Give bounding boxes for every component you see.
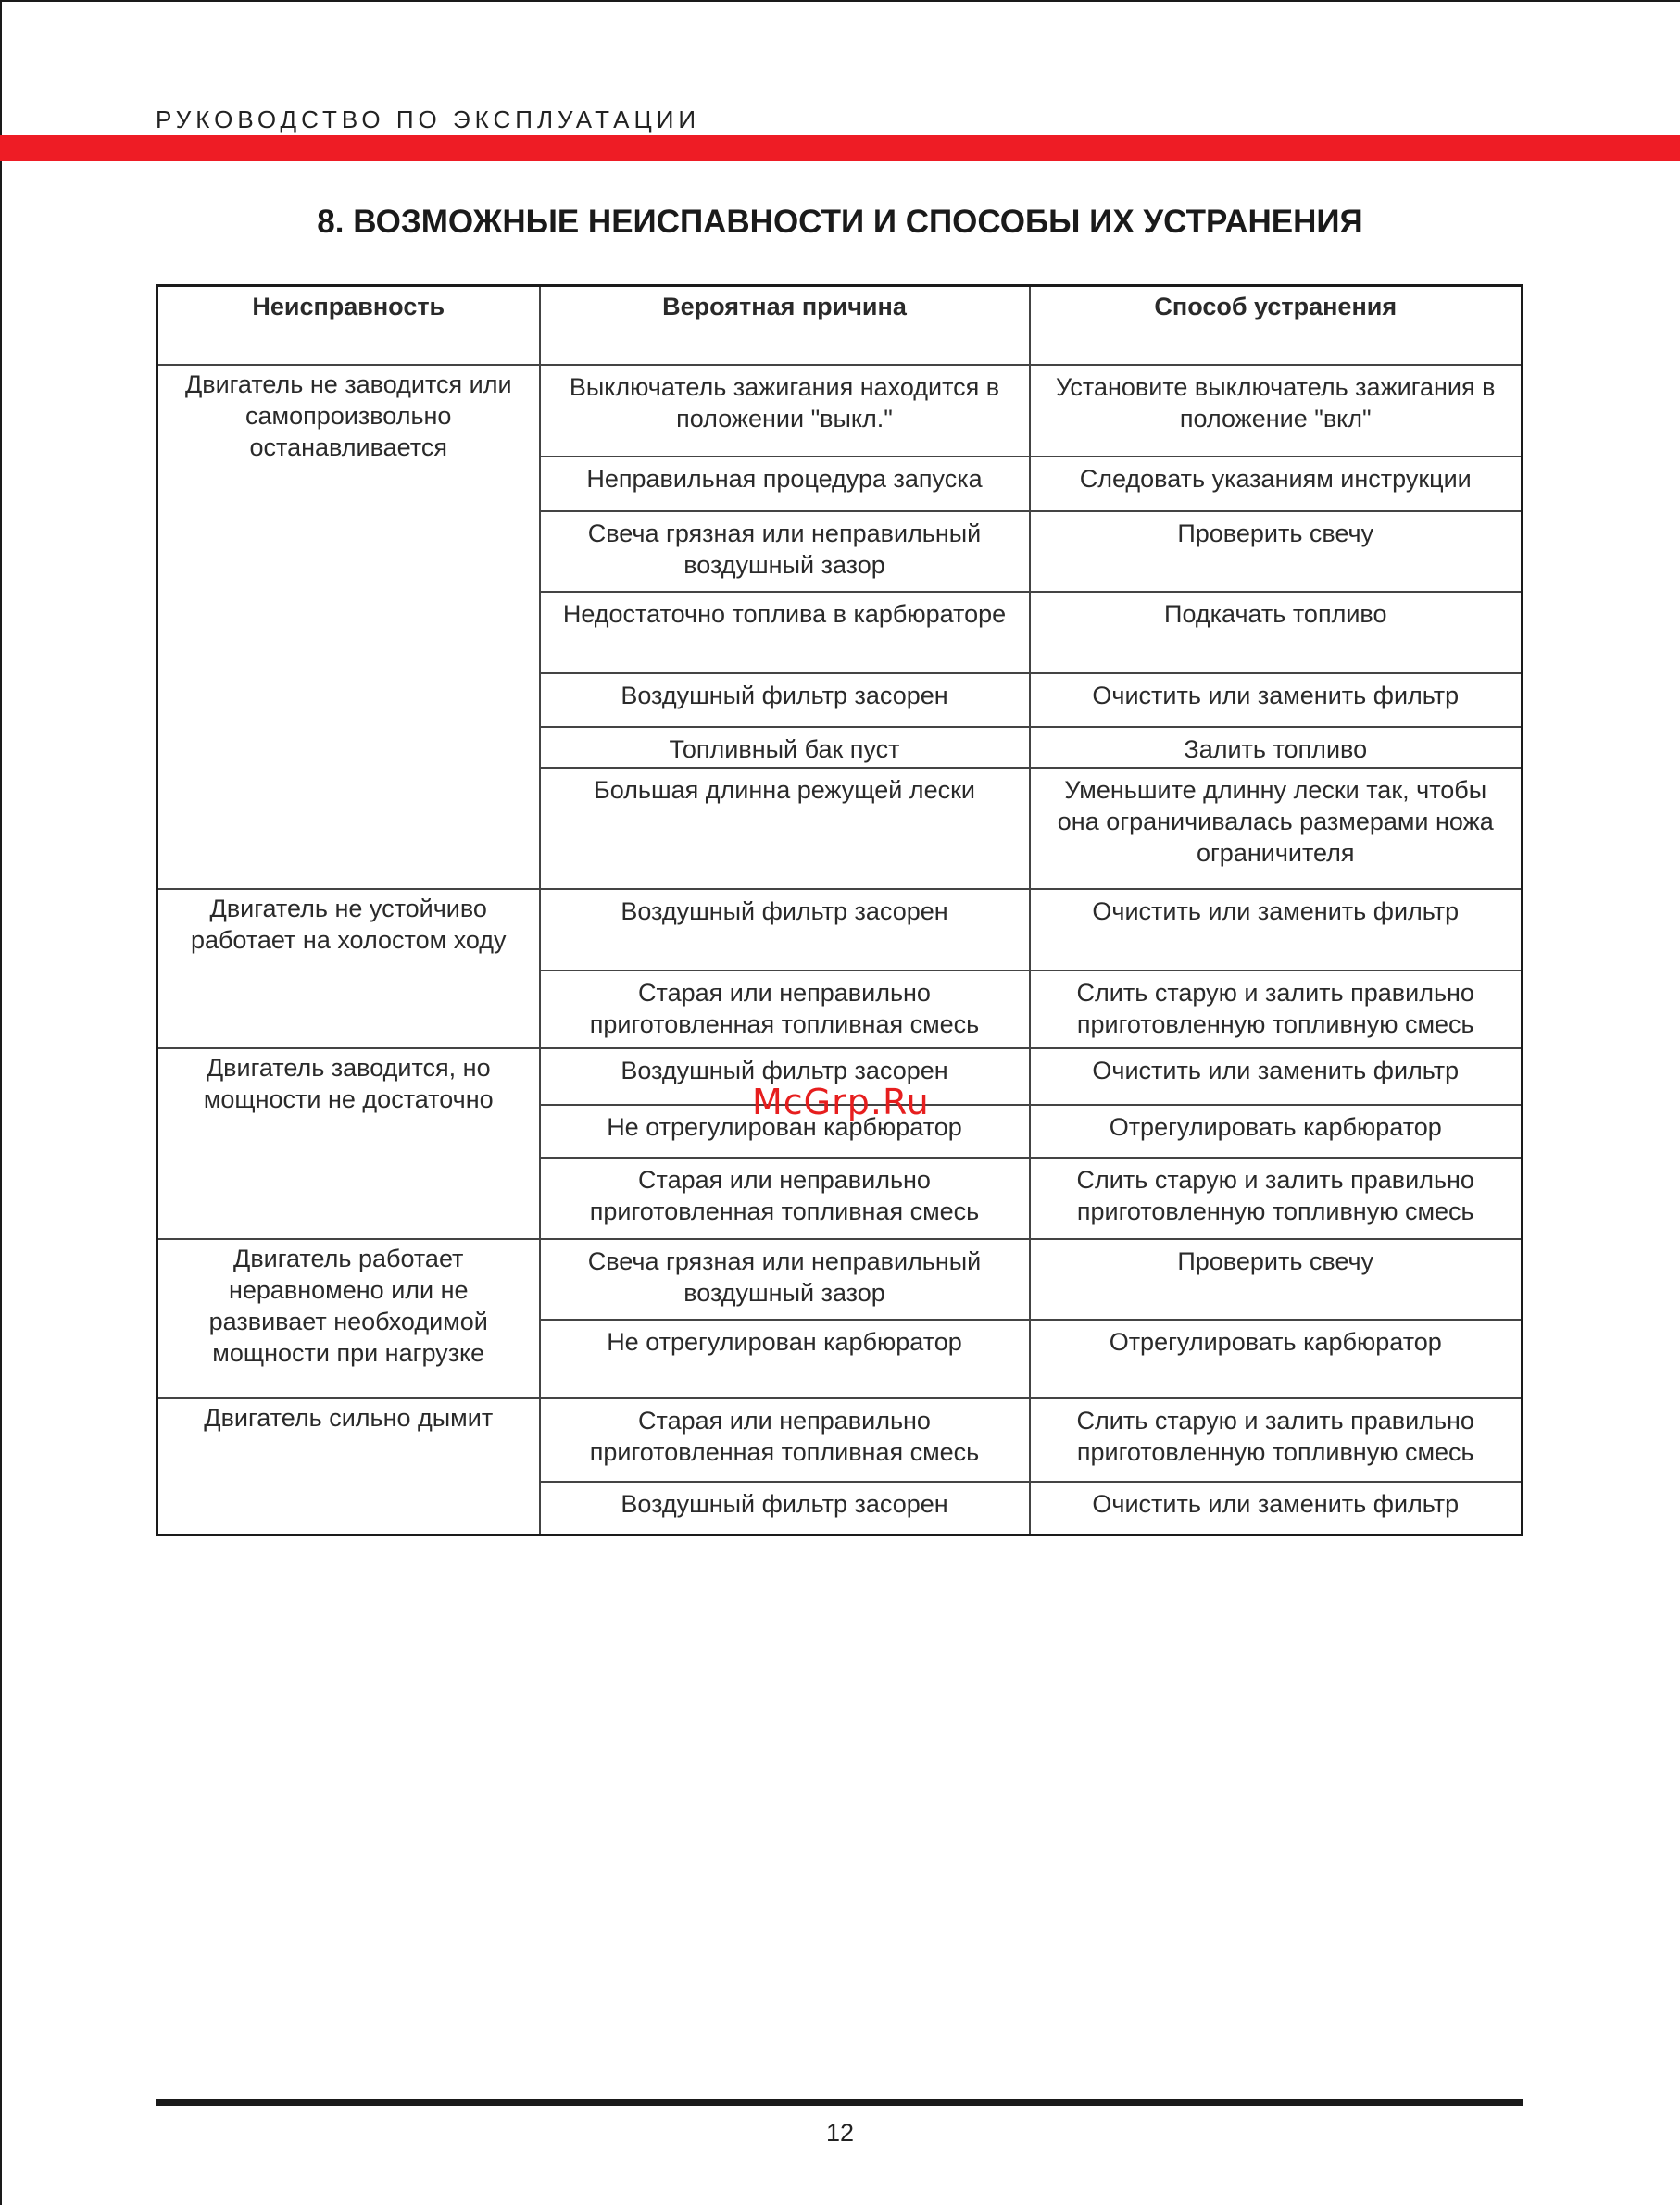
remedy-cell: Слить старую и залить правильно приготовленную топливную смесь bbox=[1030, 1158, 1523, 1239]
cause-cell: Воздушный фильтр засорен bbox=[540, 1048, 1030, 1105]
fault-cell: Двигатель заводится, но мощности не достаточно bbox=[157, 1048, 540, 1239]
remedy-cell: Подкачать топливо bbox=[1030, 592, 1523, 673]
column-header-cause: Вероятная причина bbox=[540, 286, 1030, 365]
cause-cell: Старая или неправильно приготовленная топливная смесь bbox=[540, 1398, 1030, 1482]
table-row bbox=[157, 889, 1523, 971]
cause-cell: Топливный бак пуст bbox=[540, 727, 1030, 768]
cause-cell: Воздушный фильтр засорен bbox=[540, 889, 1030, 971]
troubleshooting-table bbox=[156, 284, 1523, 1536]
fault-cell: Двигатель работает неравномено или не развивает необходимой мощности при нагрузке bbox=[157, 1239, 540, 1398]
fault-cell: Двигатель не устойчиво работает на холостом ходу bbox=[157, 889, 540, 1048]
cause-cell: Неправильная процедура запуска bbox=[540, 457, 1030, 511]
cause-cell: Свеча грязная или неправильный воздушный зазор bbox=[540, 511, 1030, 592]
remedy-cell: Отрегулировать карбюратор bbox=[1030, 1320, 1523, 1398]
remedy-cell: Следовать указаниям инструкции bbox=[1030, 457, 1523, 511]
page-number: 12 bbox=[825, 2119, 855, 2147]
table-row bbox=[157, 1398, 1523, 1482]
cause-cell: Недостаточно топлива в карбюраторе bbox=[540, 592, 1030, 673]
page-border-left bbox=[0, 0, 2, 2205]
cause-cell: Большая длинна режущей лески bbox=[540, 768, 1030, 889]
table-header-row bbox=[157, 286, 1523, 365]
cause-cell: Воздушный фильтр засорен bbox=[540, 673, 1030, 727]
cause-cell: Старая или неправильно приготовленная топливная смесь bbox=[540, 1158, 1030, 1239]
cause-cell: Воздушный фильтр засорен bbox=[540, 1482, 1030, 1535]
cause-cell: Не отрегулирован карбюратор bbox=[540, 1320, 1030, 1398]
remedy-cell: Слить старую и залить правильно приготовленную топливную смесь bbox=[1030, 971, 1523, 1048]
remedy-cell: Очистить или заменить фильтр bbox=[1030, 1482, 1523, 1535]
remedy-cell: Очистить или заменить фильтр bbox=[1030, 889, 1523, 971]
remedy-cell: Отрегулировать карбюратор bbox=[1030, 1105, 1523, 1158]
remedy-cell: Очистить или заменить фильтр bbox=[1030, 1048, 1523, 1105]
fault-cell: Двигатель не заводится или самопроизвольно останавливается bbox=[157, 365, 540, 889]
column-header-remedy: Способ устранения bbox=[1030, 286, 1523, 365]
remedy-cell: Залить топливо bbox=[1030, 727, 1523, 768]
cause-cell: Не отрегулирован карбюратор bbox=[540, 1105, 1030, 1158]
cause-cell: Выключатель зажигания находится в положении "выкл." bbox=[540, 365, 1030, 457]
watermark: McGrp.Ru bbox=[752, 1082, 930, 1122]
table-row bbox=[157, 1239, 1523, 1320]
column-header-fault: Неисправность bbox=[157, 286, 540, 365]
remedy-cell: Уменьшите длинну лески так, чтобы она ограничивалась размерами ножа ограничителя bbox=[1030, 768, 1523, 889]
cause-cell: Старая или неправильно приготовленная топливная смесь bbox=[540, 971, 1030, 1048]
remedy-cell: Проверить свечу bbox=[1030, 1239, 1523, 1320]
remedy-cell: Установите выключатель зажигания в положение "вкл" bbox=[1030, 365, 1523, 457]
footer-rule bbox=[156, 2099, 1523, 2106]
remedy-cell: Очистить или заменить фильтр bbox=[1030, 673, 1523, 727]
fault-cell: Двигатель сильно дымит bbox=[157, 1398, 540, 1535]
section-title: 8. ВОЗМОЖНЫЕ НЕИСПАВНОСТИ И СПОСОБЫ ИХ УСТРАНЕНИЯ bbox=[317, 204, 1363, 240]
header-red-band bbox=[0, 135, 1680, 161]
table-row bbox=[157, 365, 1523, 457]
page-border-top bbox=[0, 0, 1680, 2]
remedy-cell: Проверить свечу bbox=[1030, 511, 1523, 592]
cause-cell: Свеча грязная или неправильный воздушный зазор bbox=[540, 1239, 1030, 1320]
remedy-cell: Слить старую и залить правильно приготовленную топливную смесь bbox=[1030, 1398, 1523, 1482]
manual-header: РУКОВОДСТВО ПО ЭКСПЛУАТАЦИИ bbox=[156, 106, 701, 133]
